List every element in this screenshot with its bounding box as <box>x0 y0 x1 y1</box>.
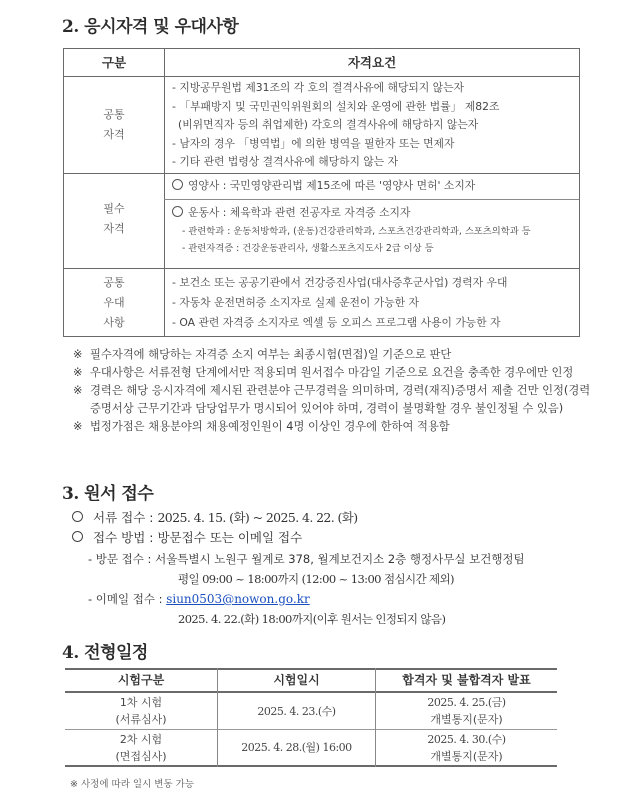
table-row-datetime: 2025. 4. 23.(수) <box>257 704 336 718</box>
period-value: 2025. 4. 15. (화) ~ 2025. 4. 22. (화) <box>157 510 358 525</box>
header-category: 구분 <box>101 55 127 70</box>
stage-text: 2차 시험 <box>119 732 163 746</box>
requirement-text: 운동사 : 체육학과 관련 전공자로 자격증 소지자 <box>188 206 411 219</box>
section-4-title: 4. 전형일정 <box>62 643 148 663</box>
reference-mark-icon: ※ <box>73 384 83 397</box>
visit-hours: 평일 09:00 ~ 18:00까지 (12:00 ~ 13:00 점심시간 제외) <box>178 572 454 586</box>
schedule-table <box>65 668 557 767</box>
visit-address: 서울특별시 노원구 월계로 378, 월계보건지소 2층 행정사무실 보건행정팀 <box>155 552 525 566</box>
category-text: 필수 <box>103 202 125 215</box>
requirement-line: - 기타 관련 법령상 결격사유에 해당하지 않는 자 <box>172 155 399 168</box>
section-3-title: 3. 원서 접수 <box>62 484 154 504</box>
requirement-text: 영양사 : 국민영양관리법 제15조에 따른 '영양사 면허' 소지자 <box>188 179 476 192</box>
category-text: 공통 <box>103 276 125 289</box>
requirement-subline: - 관련자격증 : 건강운동관리사, 생활스포츠지도사 2급 이상 등 <box>182 242 434 254</box>
reference-mark-icon: ※ <box>73 420 83 433</box>
trainer-requirement <box>172 204 573 257</box>
table-row-announcement <box>376 730 557 765</box>
application-info <box>72 508 525 629</box>
preference-line: - 자동차 운전면허증 소지자로 실제 운전이 가능한 자 <box>172 296 419 309</box>
application-period <box>72 508 525 528</box>
announce-date: 2025. 4. 30.(수) <box>427 732 506 746</box>
email-application <box>72 589 525 609</box>
table-divider <box>65 765 557 767</box>
method-value: 방문접수 또는 이메일 접수 <box>157 530 303 545</box>
category-common-qualification <box>64 105 164 145</box>
table-row-stage <box>65 693 217 729</box>
nutritionist-requirement <box>172 177 573 196</box>
note-item <box>73 364 593 382</box>
circle-bullet-icon <box>72 511 83 522</box>
category-text: 사항 <box>103 316 125 329</box>
section-2-title: 2. 응시자격 및 우대사항 <box>62 17 239 37</box>
stage-text: (서류심사) <box>115 713 167 726</box>
email-label: - 이메일 접수 : <box>88 592 163 606</box>
application-method <box>72 528 525 548</box>
preference-line: - OA 관련 자격증 소지자로 엑셀 등 오피스 프로그램 사용이 가능한 자 <box>172 316 501 329</box>
category-text: 공통 <box>103 108 125 121</box>
note-text: 필수자격에 해당하는 자격증 소지 여부는 최종시험(면접)일 기준으로 판단 <box>90 348 452 361</box>
circle-bullet-icon <box>172 206 183 217</box>
common-qualification-list <box>172 79 573 172</box>
note-item <box>73 418 593 436</box>
table-divider <box>64 268 579 269</box>
email-link[interactable]: siun0503@nowon.go.kr <box>166 592 310 606</box>
note-text: 법정가점은 채용분야의 채용예정인원이 4명 이상인 경우에 한하여 적용함 <box>90 420 450 433</box>
table-row-stage <box>65 730 217 765</box>
requirement-line: - 「부패방지 및 국민권익위원회의 설치와 운영에 관한 법률」 제82조 <box>172 99 500 113</box>
header-requirements: 자격요건 <box>347 55 397 70</box>
note-item <box>73 382 593 418</box>
announce-method: 개별통지(문자) <box>430 749 503 763</box>
table-divider <box>164 199 579 200</box>
notes-list <box>73 346 593 436</box>
requirement-subline: - 관련학과 : 운동처방학과, (운동)건강관리학과, 스포츠건강관리학과, 스포츠의학과 등 <box>182 225 531 237</box>
category-text: 우대 <box>103 296 125 309</box>
preference-line: - 보건소 또는 공공기관에서 건강증진사업(대사증후군사업) 경력자 우대 <box>172 276 508 289</box>
category-text: 자격 <box>103 222 125 235</box>
visit-label: - 방문 접수 : <box>88 552 152 566</box>
table-row-announcement <box>376 693 557 729</box>
reference-mark-icon: ※ <box>73 348 83 361</box>
reference-mark-icon: ※ <box>73 366 83 379</box>
visit-application <box>72 549 525 569</box>
requirement-line: - 남자의 경우 「병역법」에 의한 병역을 필한자 또는 면제자 <box>172 136 455 150</box>
preference-list <box>172 273 573 333</box>
table-divider <box>64 173 579 174</box>
header-stage: 시험구분 <box>117 673 165 687</box>
period-label: 서류 접수 : <box>93 510 154 525</box>
note-text: 경력은 해당 응시자격에 제시된 관련분야 근무경력을 의미하며, 경력(재직)증명서 제출 건만 인정(경력증명서상 근무기간과 담당업무가 명시되어 있어야 하며, 경력이 불명확할 경우 불인정될 수 있음) <box>90 384 591 415</box>
requirement-line: - 지방공무원법 제31조의 각 호의 결격사유에 해당되지 않는자 <box>172 81 464 94</box>
category-text: 자격 <box>103 128 125 141</box>
method-label: 접수 방법 : <box>93 530 154 545</box>
header-datetime: 시험일시 <box>273 673 320 687</box>
note-item <box>73 346 593 364</box>
stage-text: (면접심사) <box>115 749 167 763</box>
circle-bullet-icon <box>172 179 183 190</box>
qualifications-table <box>63 48 580 337</box>
table-divider <box>64 76 579 77</box>
announce-date: 2025. 4. 25.(금) <box>427 696 506 709</box>
announce-method: 개별통지(문자) <box>430 713 503 726</box>
email-deadline: 2025. 4. 22.(화) 18:00까지(이후 원서는 인정되지 않음) <box>178 612 446 626</box>
stage-text: 1차 시험 <box>119 696 163 709</box>
note-text: 우대사항은 서류전형 단계에서만 적용되며 원서접수 마감일 기준으로 요건을 충족한 경우에만 인정 <box>90 366 574 379</box>
circle-bullet-icon <box>72 531 83 542</box>
requirement-line: (비위면직자 등의 취업제한) 각호의 결격사유에 해당하지 않는자 <box>178 118 479 131</box>
category-required-qualification <box>64 199 164 239</box>
category-preference <box>64 273 164 333</box>
table-divider <box>164 49 165 336</box>
header-announcement: 합격자 및 불합격자 발표 <box>402 673 531 687</box>
schedule-footnote: ※ 사정에 따라 일시 변동 가능 <box>70 779 195 790</box>
table-row-datetime: 2025. 4. 28.(월) 16:00 <box>241 741 352 754</box>
